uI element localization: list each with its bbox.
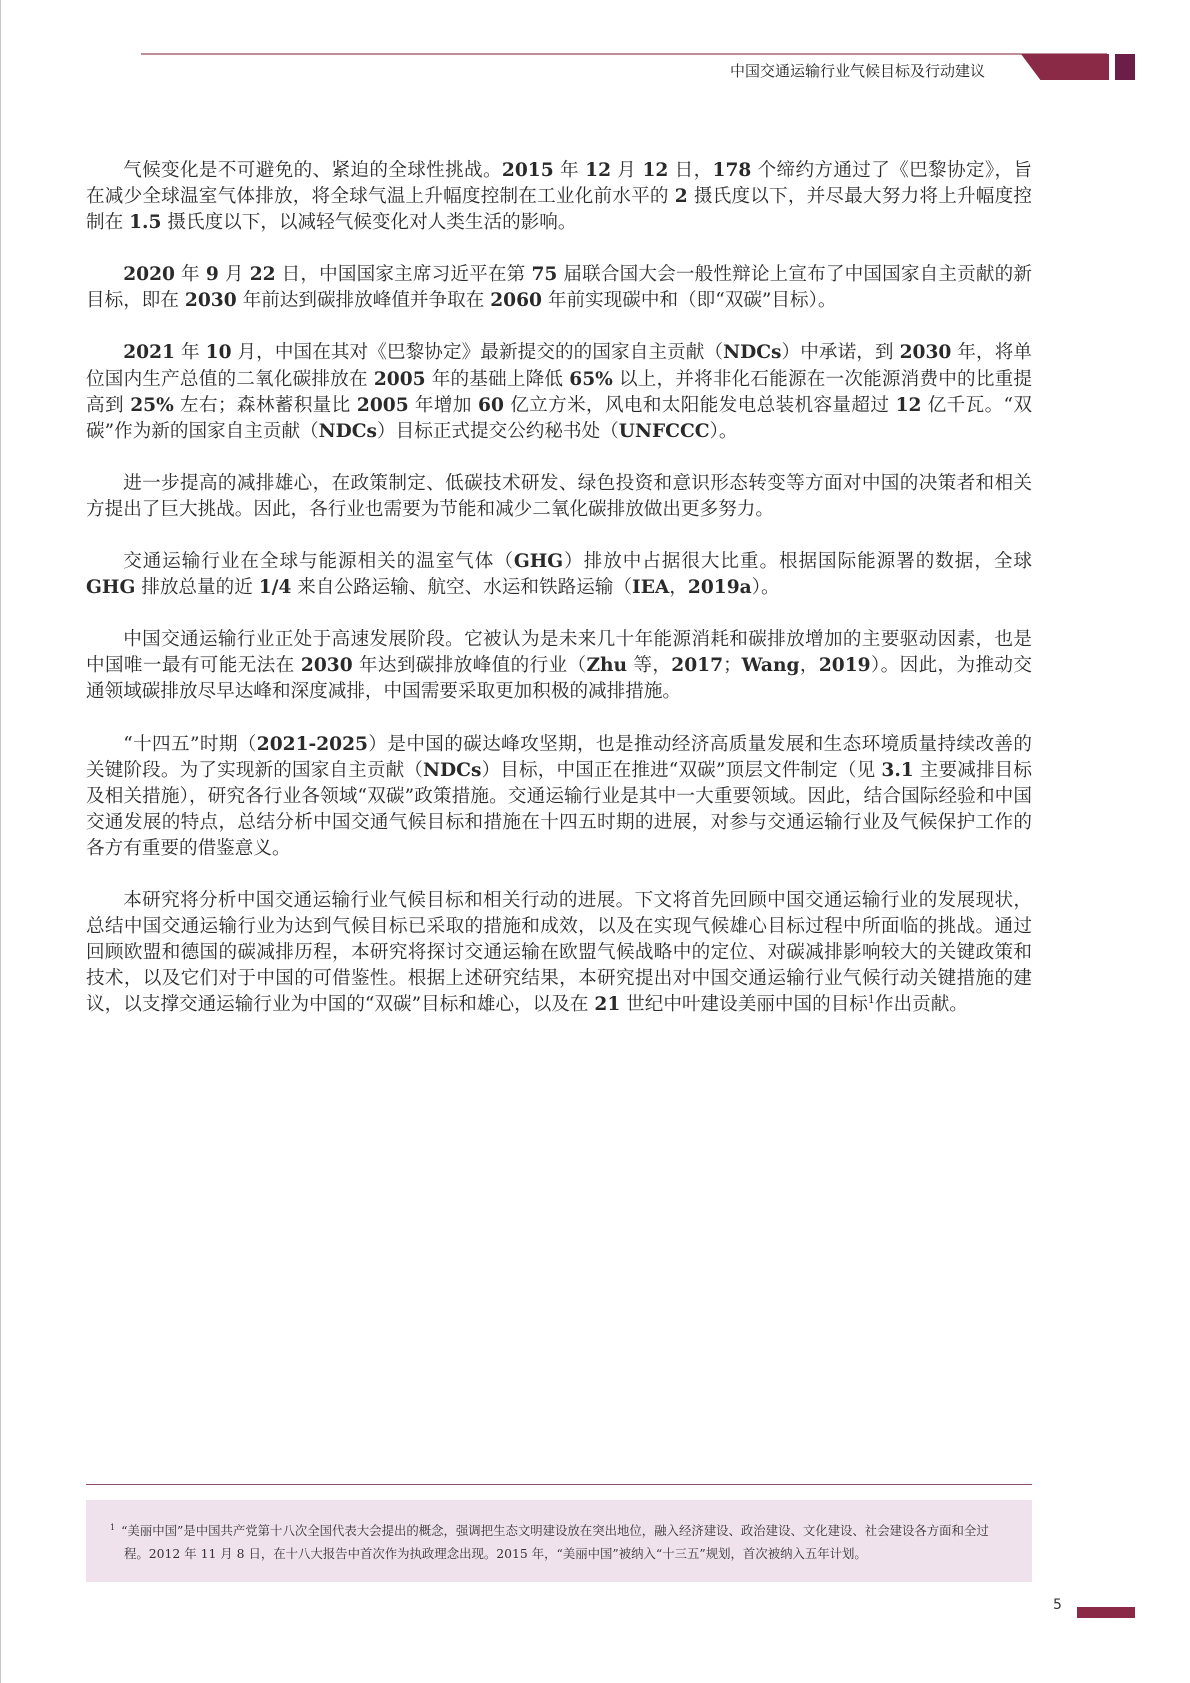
text-run: 亿立方米，风电和太阳能发电总装机容量超过	[503, 394, 896, 416]
text-run: “十四五”时期（	[123, 733, 257, 755]
emphasized-number: 2030	[184, 290, 237, 312]
emphasized-number: 2019a	[687, 577, 752, 599]
text-run: 年	[553, 160, 586, 181]
text-run: 左右；森林蓄积量比	[173, 394, 357, 416]
emphasized-number: 22	[249, 264, 276, 286]
header-accent-tab	[1021, 54, 1109, 80]
text-run: 世纪中叶建设美丽中国的目标	[620, 994, 868, 1016]
emphasized-number: 12	[642, 160, 669, 181]
text-run: ）。	[709, 420, 738, 442]
text-run: ，	[799, 655, 819, 677]
text-run: ）。因此，为推动交通领域碳排放尽早达峰和深度减排，中国需要采取更加积极的减排措施。	[86, 655, 1032, 703]
text-run: ，	[669, 577, 688, 599]
text-run: 主要减排目标及相关措施），研究各行业各领域“双碳”政策措施。交通运输行业是其中一大重要领域。因此，结合国际经验和中国交通发展的特点，总结分析中国交通气候目标和措施在十四五时期的进展，对参与交通运输行业及气候保护工作的各方有重要的借鉴意义。	[86, 759, 1032, 859]
emphasized-number: 75	[531, 264, 558, 286]
emphasized-number: NDCs	[318, 420, 378, 442]
text-run: 进一步提高的减排雄心，在政策制定、低碳技术研发、绿色投资和意识形态转变等方面对中国的决策者和相关方提出了巨大挑战。因此，各行业也需要为节能和减少二氧化碳排放做出更多努力。	[86, 472, 1032, 520]
footnote-body: “美丽中国”是中国共产党第十八次全国代表大会提出的概念，强调把生态文明建设放在突出地位，融入经济建设、政治建设、文化建设、社会建设各方面和全过程。2012 年 11 月 8 日，在十八大报告中首次作为执政理念出现。2015 年，“美丽中国”被纳入“十三五”规划，首次被纳入五年计划。	[121, 1523, 989, 1562]
emphasized-number: 21	[594, 994, 621, 1016]
text-run: 交通运输行业在全球与能源相关的温室气体（	[123, 551, 514, 573]
emphasized-number: 2005	[356, 394, 409, 416]
text-run: ）中承诺，到	[781, 342, 900, 364]
emphasized-number: UNFCCC	[618, 420, 710, 442]
paragraph	[86, 888, 1032, 1018]
emphasized-number: 25%	[130, 394, 174, 416]
emphasized-number: 2015	[501, 160, 554, 181]
text-run: ；	[723, 655, 742, 677]
emphasized-number: Wang	[741, 655, 800, 677]
text-run: 年，将单位国内生产总值的二氧化碳排放在	[86, 342, 1032, 390]
text-run: 年的基础上降低	[425, 368, 570, 390]
emphasized-number: 12	[895, 394, 922, 416]
emphasized-number: 2021	[123, 342, 175, 364]
footnote-reference: 1	[867, 993, 875, 1007]
emphasized-number: 2017	[671, 655, 724, 677]
text-run: ）目标正式提交公约秘书处（	[377, 420, 619, 442]
body-text	[86, 158, 1032, 1044]
emphasized-number: 2	[674, 186, 688, 208]
running-header-title: 中国交通运输行业气候目标及行动建议	[729, 62, 985, 80]
header-rule	[141, 53, 1107, 55]
text-run: 中国交通运输行业正处于高速发展阶段。它被认为是未来几十年能源消耗和碳排放增加的主要驱动因素，也是中国唯一最有可能无法在	[86, 629, 1032, 677]
text-run: 届联合国大会一般性辩论上宣布了中国国家自主贡献的新目标，即在	[86, 264, 1032, 312]
text-run: 气候变化是不可避免的、紧迫的全球性挑战。	[123, 160, 502, 181]
paragraph	[86, 549, 1032, 601]
text-run: 亿千瓦。“双碳”作为新的国家自主贡献（	[86, 394, 1032, 442]
text-run: 以上，并将非化石能源在一次能源消费中的比重提高到	[86, 368, 1032, 416]
page-number: 5	[1053, 1597, 1062, 1613]
paragraph	[86, 262, 1032, 314]
text-run: 年达到碳排放峰值的行业（	[352, 655, 587, 677]
footnote-rule	[86, 1484, 1032, 1485]
text-run: 日，中国国家主席习近平在第	[275, 264, 532, 286]
text-run: 个缔约方通过了《巴黎协定》，旨在减少全球温室气体排放，将全球气温上升幅度控制在工业化前水平的	[86, 160, 1032, 208]
text-run: 月	[611, 160, 643, 181]
text-run: 作出贡献。	[874, 994, 968, 1016]
text-run: 日，	[668, 160, 713, 181]
emphasized-number: 2060	[490, 290, 542, 312]
emphasized-number: 178	[712, 160, 752, 181]
emphasized-number: 9	[205, 264, 219, 286]
emphasized-number: 10	[205, 342, 232, 364]
text-run: 年前实现碳中和（即“双碳”目标）。	[541, 290, 837, 312]
text-run: ）目标，中国正在推进“双碳”顶层文件制定（见	[481, 759, 882, 781]
text-run: 来自公路运输、航空、水运和铁路运输（	[291, 577, 632, 599]
text-run: ）。	[751, 577, 780, 599]
page-left-border	[0, 0, 1, 1683]
emphasized-number: 2030	[899, 342, 952, 364]
emphasized-number: NDCs	[423, 759, 482, 781]
emphasized-number: GHG	[86, 577, 136, 599]
emphasized-number: 12	[585, 160, 612, 181]
emphasized-number: Zhu	[586, 655, 628, 677]
text-run: 摄氏度以下，并尽最大努力将上升幅度控制在	[86, 186, 1032, 234]
text-run: 月，中国在其对《巴黎协定》最新提交的的国家自主贡献（	[231, 342, 724, 364]
paragraph	[86, 627, 1032, 705]
paragraph	[86, 158, 1032, 236]
emphasized-number: 65%	[569, 368, 613, 390]
text-run: 月	[218, 264, 250, 286]
paragraph	[86, 471, 1032, 523]
emphasized-number: 2021-2025	[256, 733, 368, 755]
header-accent-block	[1115, 54, 1135, 80]
emphasized-number: 2030	[300, 655, 353, 677]
emphasized-number: 2005	[373, 368, 426, 390]
footer-accent-bar	[1077, 1607, 1135, 1618]
text-run: ）排放中占据很大比重。根据国际能源署的数据，全球	[563, 551, 1032, 573]
emphasized-number: IEA	[632, 577, 670, 599]
footnote-box	[86, 1500, 1032, 1582]
text-run: 年	[174, 264, 206, 286]
text-run: 排放总量的近	[135, 577, 259, 599]
text-run: 年前达到碳排放峰值并争取在	[236, 290, 491, 312]
text-run: 年增加	[408, 394, 479, 416]
emphasized-number: GHG	[513, 551, 564, 573]
emphasized-number: 1.5	[129, 212, 162, 234]
emphasized-number: 60	[478, 394, 504, 416]
emphasized-number: 2020	[123, 264, 175, 286]
emphasized-number: 3.1	[881, 759, 914, 781]
text-run: 本研究将分析中国交通运输行业气候目标和相关行动的进展。下文将首先回顾中国交通运输行业的发展现状，总结中国交通运输行业为达到气候目标已采取的措施和成效，以及在实现气候雄心目标过程中所面临的挑战。通过回顾欧盟和德国的碳减排历程，本研究将探讨交通运输在欧盟气候战略中的定位、对碳减排影响较大的关键政策和技术，以及它们对于中国的可借鉴性。根据上述研究结果，本研究提出对中国交通运输行业气候行动关键措施的建议，以支撑交通运输行业为中国的“双碳”目标和雄心，以及在	[86, 889, 1032, 1016]
footnote-marker: 1	[110, 1523, 116, 1532]
emphasized-number: 1/4	[258, 577, 292, 599]
footnote-text	[110, 1516, 1008, 1565]
text-run: 摄氏度以下，以减轻气候变化对人类生活的影响。	[161, 212, 577, 234]
paragraph	[86, 340, 1032, 444]
emphasized-number: NDCs	[723, 342, 782, 364]
text-run: ）是中国的碳达峰攻坚期，也是推动经济高质量发展和生态环境质量持续改善的关键阶段。为了实现新的国家自主贡献（	[86, 733, 1032, 781]
emphasized-number: 2019	[818, 655, 871, 677]
text-run: 等，	[627, 655, 672, 677]
paragraph	[86, 732, 1032, 862]
text-run: 年	[174, 342, 206, 364]
